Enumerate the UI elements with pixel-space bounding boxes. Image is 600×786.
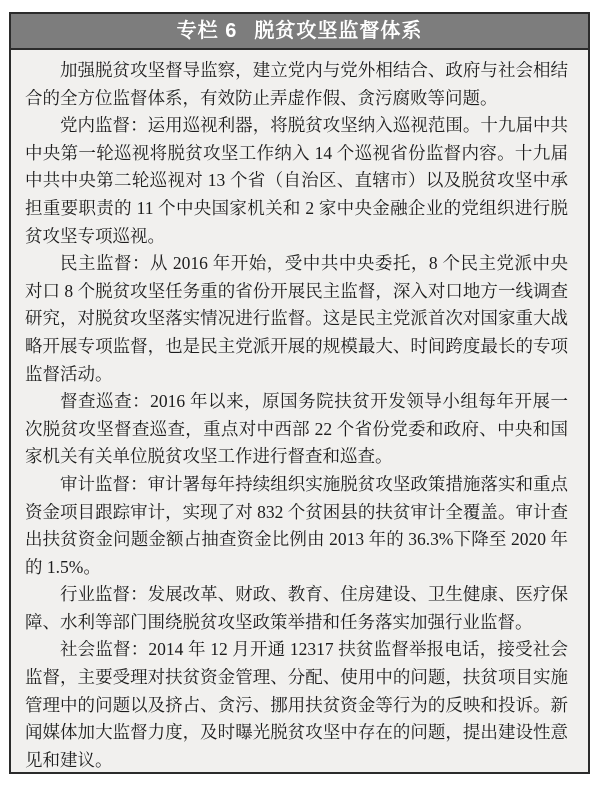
paragraph-industry-supervision: 行业监督：发展改革、财政、教育、住房建设、卫生健康、医疗保障、水利等部门围绕脱贫攻坚政策举措和任务落实加强行业监督。: [25, 584, 568, 632]
column-label: 专栏 6: [176, 20, 238, 42]
column-panel: [9, 12, 590, 774]
paragraph-democratic-supervision: 民主监督：从 2016 年开始，受中共中央委托，8 个民主党派中央对口 8 个脱贫攻坚任务重的省份开展民主监督，深入对口地方一线调查研究，对脱贫攻坚落实情况进行监督。这是民主党派首次对国家重大战略开展专项监督，也是民主党派开展的规模最大、时间跨度最长的专项监督活动。: [25, 253, 568, 384]
panel-title: 脱贫攻坚监督体系: [254, 20, 423, 42]
paragraph-party-supervision: 党内监督：运用巡视利器，将脱贫攻坚纳入巡视范围。十九届中共中央第一轮巡视将脱贫攻坚工作纳入 14 个巡视省份监督内容。十九届中共中央第二轮巡视对 13 个省（自治区、直辖市）以及脱贫攻坚中承担重要职责的 11 个中央国家机关和 2 家中央金融企业的党组织进行脱贫攻坚专项巡视。: [25, 115, 568, 246]
paragraph-social-supervision: 社会监督：2014 年 12 月开通 12317 扶贫监督举报电话，接受社会监督，主要受理对扶贫资金管理、分配、使用中的问题，扶贫项目实施管理中的问题以及挤占、贪污、挪用扶贫资金等行为的反映和投诉。新闻媒体加大监督力度，及时曝光脱贫攻坚中存在的问题，提出建设性意见和建议。: [25, 639, 568, 770]
paragraph-intro: 加强脱贫攻坚督导监察，建立党内与党外相结合、政府与社会相结合的全方位监督体系，有效防止弄虚作假、贪污腐败等问题。: [25, 60, 568, 108]
panel-body: [11, 50, 588, 782]
paragraph-audit-supervision: 审计监督：审计署每年持续组织实施脱贫攻坚政策措施落实和重点资金项目跟踪审计，实现了对 832 个贫困县的扶贫审计全覆盖。审计查出扶贫资金问题金额占抽查资金比例由 2013 年的 36.3%下降至 2020 年的 1.5%。: [25, 473, 568, 577]
panel-header: [11, 14, 588, 50]
paragraph-inspection-tours: 督查巡查：2016 年以来，原国务院扶贫开发领导小组每年开展一次脱贫攻坚督查巡查，重点对中西部 22 个省份党委和政府、中央和国家机关有关单位脱贫攻坚工作进行督查和巡查。: [25, 391, 568, 467]
